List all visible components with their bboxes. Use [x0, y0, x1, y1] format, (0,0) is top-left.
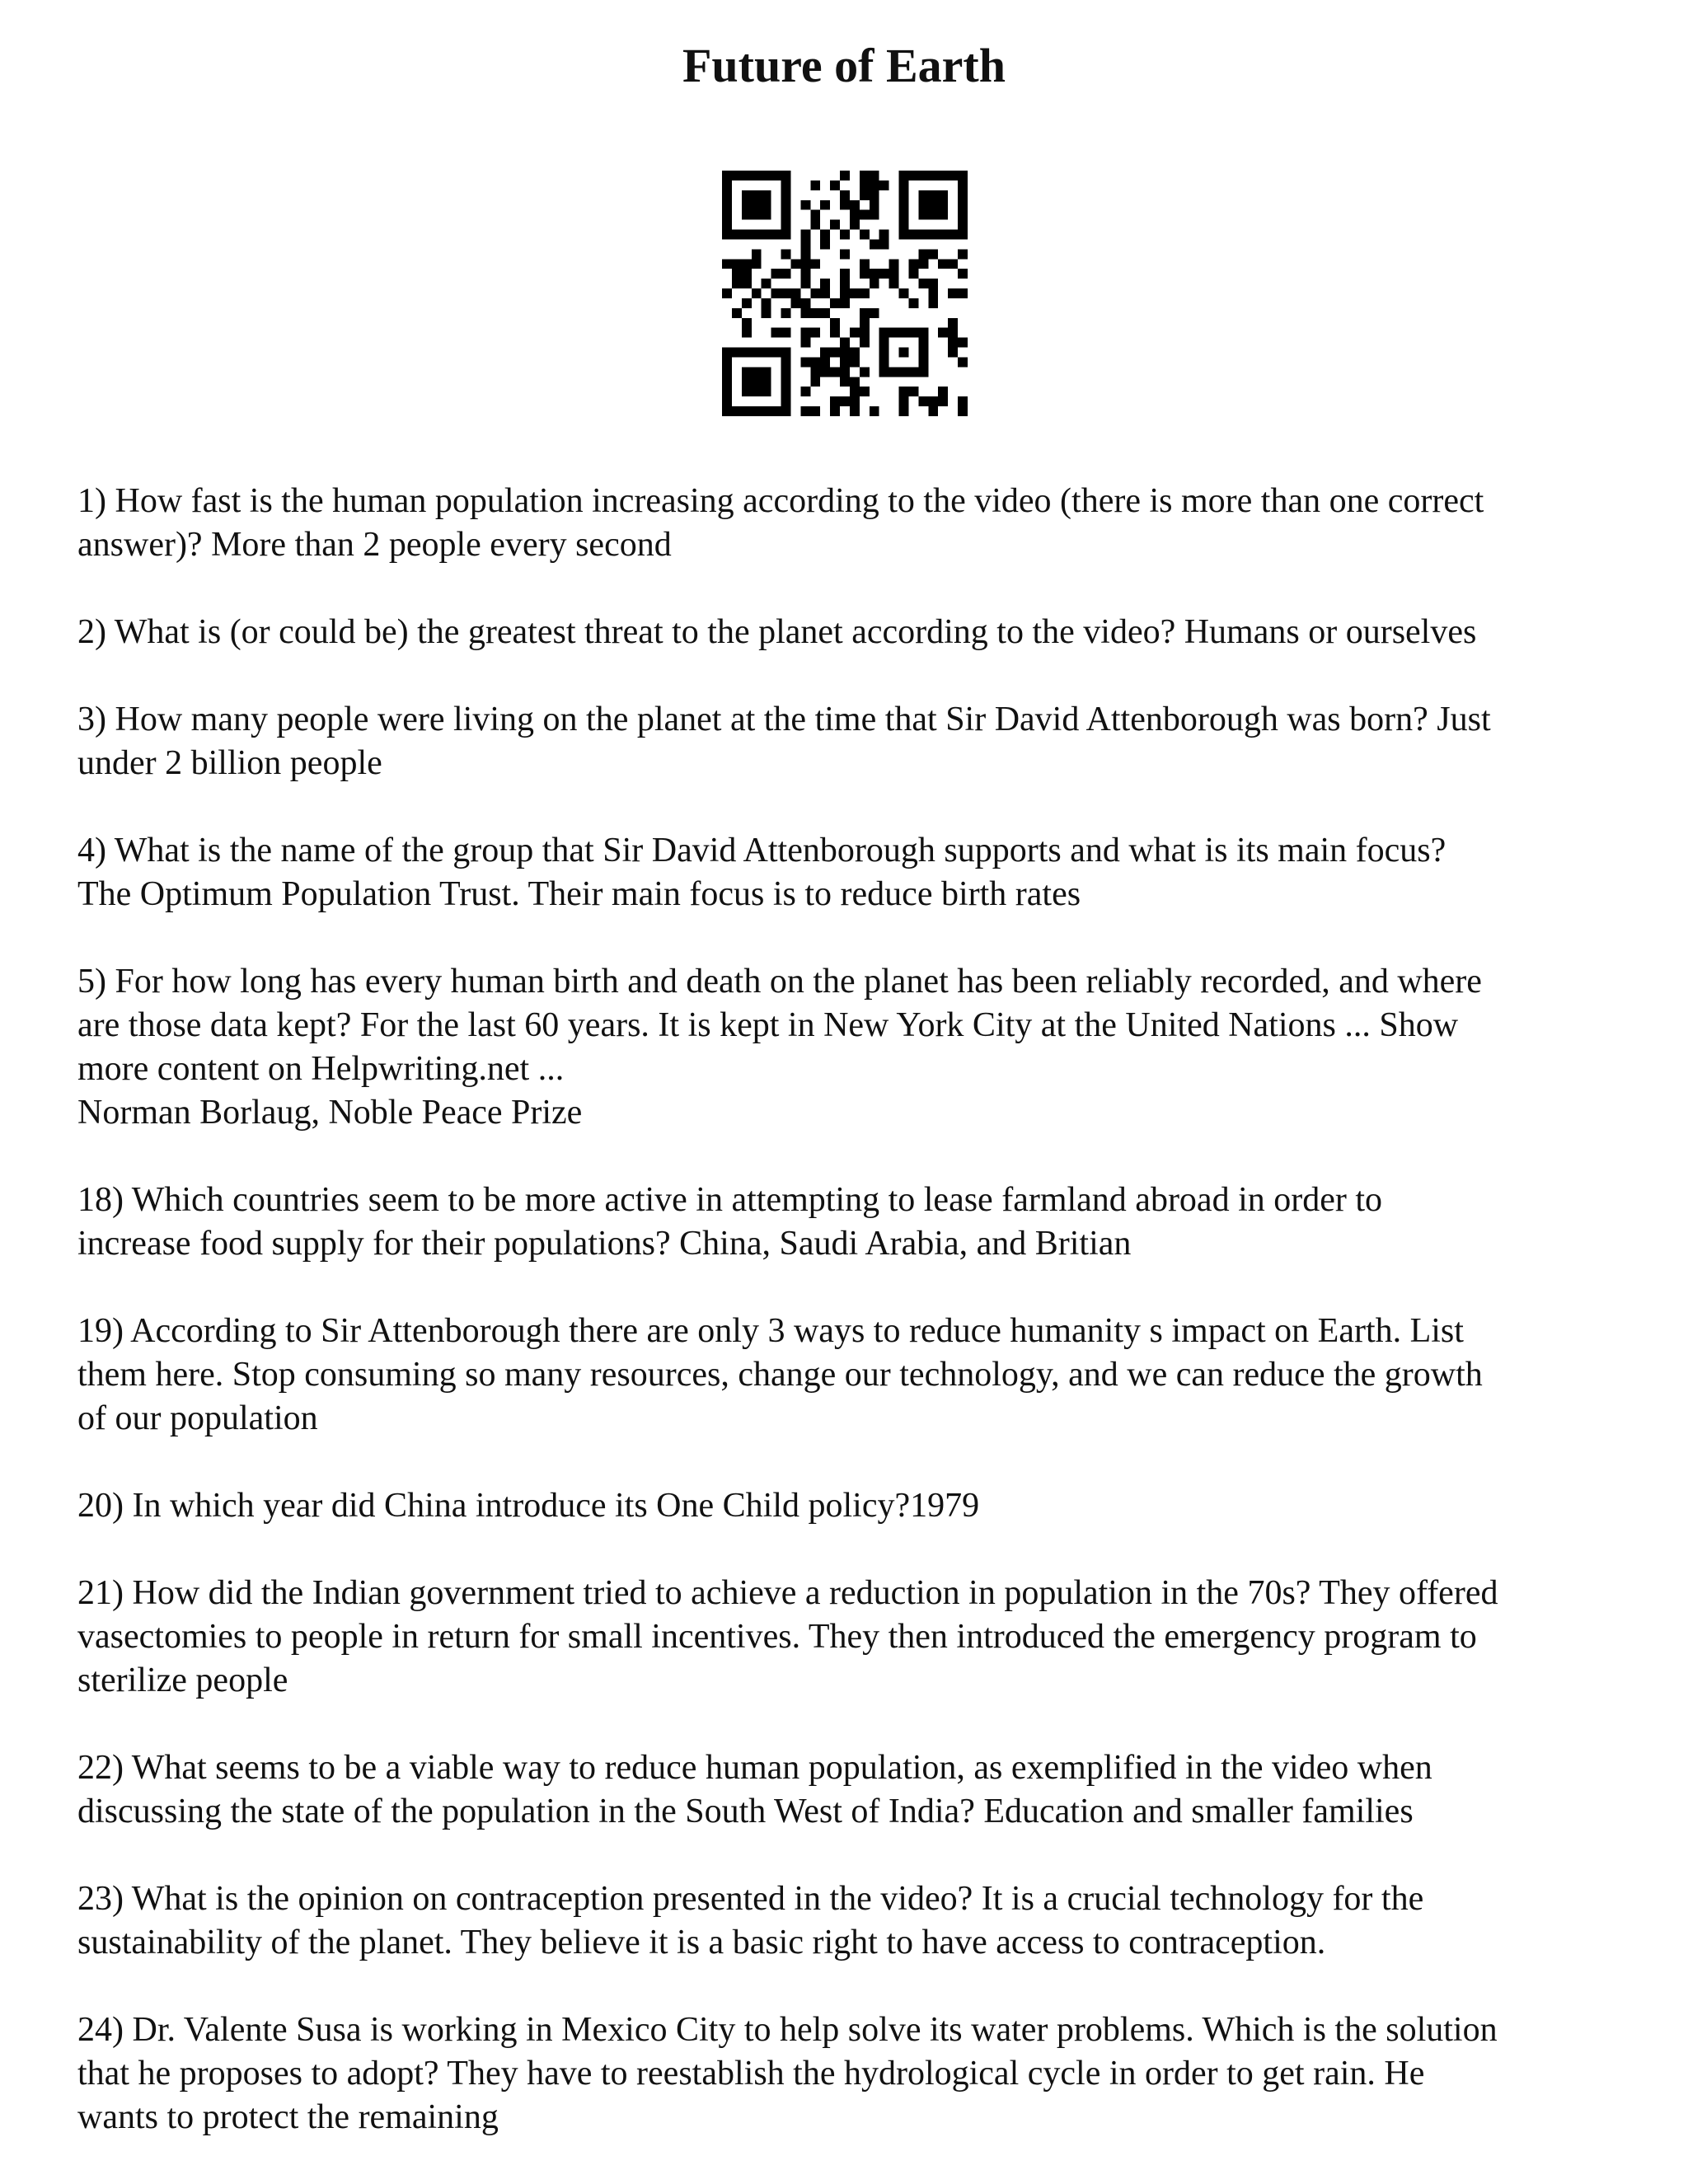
question-text-line: The Optimum Population Trust. Their main focus is to reduce birth rates — [77, 875, 1081, 913]
question-item — [77, 2008, 1643, 2139]
question-text-line: 20) In which year did China introduce its One Child policy?1979 — [77, 1487, 980, 1525]
question-text-line: 23) What is the opinion on contraception presented in the video? It is a crucial technology for the — [77, 1880, 1424, 1918]
question-item — [77, 480, 1643, 567]
question-text-line: more content on Helpwriting.net ... — [77, 1050, 565, 1088]
question-text-line: 19) According to Sir Attenborough there are only 3 ways to reduce humanity s impact on Earth. List — [77, 1312, 1464, 1350]
question-text-line: 3) How many people were living on the planet at the time that Sir David Attenborough was born? Just — [77, 701, 1491, 738]
question-text-line: 2) What is (or could be) the greatest threat to the planet according to the video? Humans or ourselves — [77, 613, 1477, 651]
question-list — [77, 480, 1643, 2183]
question-text-line: them here. Stop consuming so many resources, change our technology, and we can reduce the growth — [77, 1356, 1483, 1394]
question-text-line: answer)? More than 2 people every second — [77, 526, 672, 564]
question-item — [77, 698, 1643, 785]
question-text-line: of our population — [77, 1399, 318, 1437]
question-text-line: Norman Borlaug, Noble Peace Prize — [77, 1094, 583, 1132]
question-text-line: vasectomies to people in return for small incentives. They then introduced the emergency program to — [77, 1618, 1477, 1656]
question-item — [77, 1484, 1643, 1528]
question-text-line: increase food supply for their populations? China, Saudi Arabia, and Britian — [77, 1225, 1132, 1263]
question-text-line: wants to protect the remaining — [77, 2098, 499, 2136]
qr-code-graphic — [722, 171, 968, 416]
question-text-line: 4) What is the name of the group that Sir David Attenborough supports and what is its main focus? — [77, 832, 1447, 869]
question-text-line: 24) Dr. Valente Susa is working in Mexico City to help solve its water problems. Which is the solution — [77, 2011, 1498, 2049]
question-text-line: sterilize people — [77, 1661, 288, 1699]
question-item — [77, 611, 1643, 654]
question-text-line: 21) How did the Indian government tried to achieve a reduction in population in the 70s? They offered — [77, 1574, 1498, 1612]
question-item — [77, 829, 1643, 916]
question-text-line: 18) Which countries seem to be more active in attempting to lease farmland abroad in order to — [77, 1181, 1383, 1219]
question-item — [77, 1179, 1643, 1266]
question-text-line: 5) For how long has every human birth and death on the planet has been reliably recorded, and where — [77, 963, 1482, 1001]
question-item — [77, 960, 1643, 1135]
question-text-line: 22) What seems to be a viable way to reduce human population, as exemplified in the video when — [77, 1749, 1432, 1787]
question-text-line: that he proposes to adopt? They have to reestablish the hydrological cycle in order to get rain. He — [77, 2055, 1425, 2093]
question-item — [77, 1310, 1643, 1441]
question-item — [77, 1572, 1643, 1703]
question-item — [77, 1877, 1643, 1965]
question-text-line: under 2 billion people — [77, 744, 382, 782]
qr-code-icon — [722, 171, 968, 416]
page-title: Future of Earth — [682, 39, 1006, 92]
question-item — [77, 1746, 1643, 1834]
question-text-line: are those data kept? For the last 60 years. It is kept in New York City at the United Nations ... Show — [77, 1006, 1459, 1044]
question-text-line: 1) How fast is the human population increasing according to the video (there is more than one correct — [77, 482, 1484, 520]
question-text-line: sustainability of the planet. They believe it is a basic right to have access to contraception. — [77, 1924, 1326, 1961]
question-text-line: discussing the state of the population in the South West of India? Education and smaller families — [77, 1793, 1414, 1830]
